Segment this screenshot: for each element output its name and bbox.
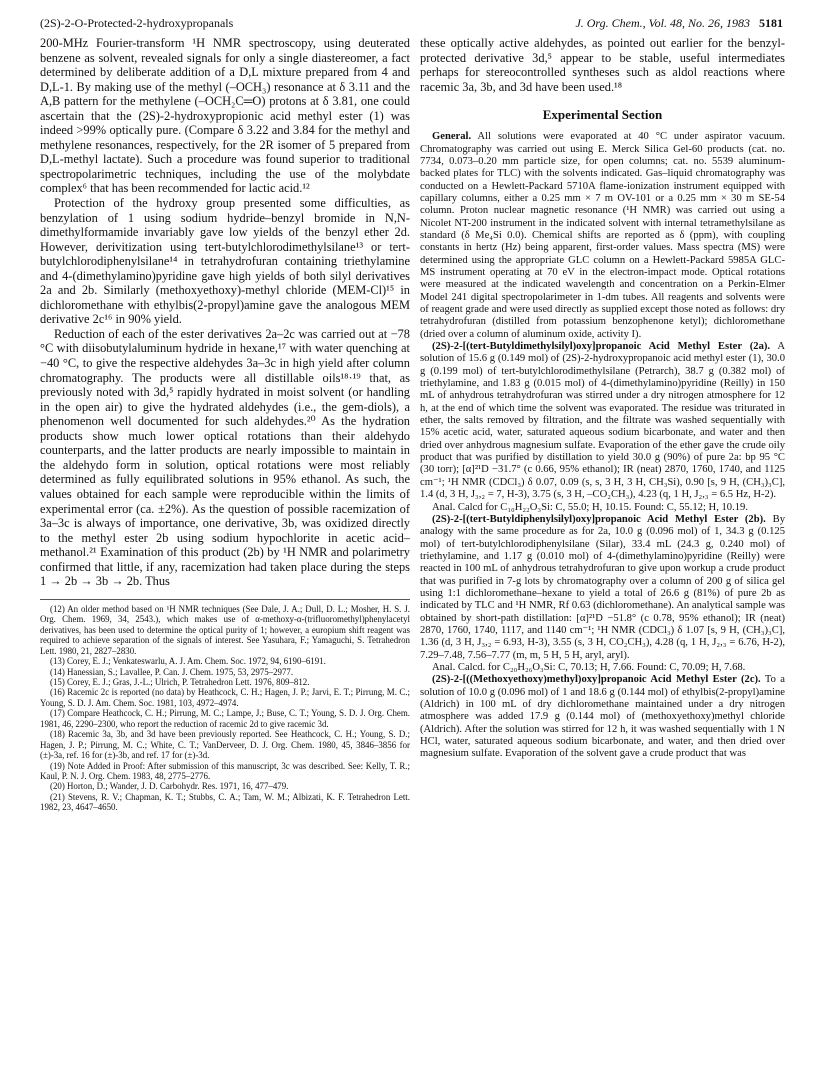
runin-heading: (2S)-2-[(tert-Butyldiphenylsilyl)oxy]propanoic Acid Methyl Ester (2b). <box>432 513 766 525</box>
footnote: (20) Horton, D.; Wander, J. D. Carbohydr. Res. 1971, 16, 477–479. <box>50 781 289 792</box>
elemental-analysis: Anal. Calcd for C₁₀H₂₂O₃Si: C, 55.0; H, 10.15. Found: C, 55.12; H, 10.19. <box>432 501 748 513</box>
runin-heading: General. <box>432 131 472 143</box>
footnote: (14) Hanessian, S.; Lavallee, P. Can. J. Chem. 1975, 53, 2975–2977. <box>50 666 294 677</box>
running-header <box>40 16 783 30</box>
footnote: (19) Note Added in Proof: After submission of this manuscript, 3c was described. See: Kelly, T. R.; Kaul, P. N. J. Org. Chem. 1983, 48, 2775–2776. <box>40 760 410 782</box>
journal-reference: J. Org. Chem., Vol. 48, No. 26, 1983 <box>575 16 750 30</box>
footnote: (18) Racemic 3a, 3b, and 3d have been previously reported. See Heathcock, C. H.; Young, S. D.; Hagen, J. P.; Pirrung, M. C.; White, C. T.; VanDerveer, D. J. Org. Chem. 1980, 45, 3846–3856 for (±)-3a, ref. 16 for (±)-3b, and ref. 17 for (±)-3d. <box>40 729 410 761</box>
right-column <box>420 36 785 1061</box>
page-number: 5181 <box>759 16 783 30</box>
footnote: (15) Corey, E. J.; Gras, J.-L.; Ulrich, P. Tetrahedron Lett. 1976, 809–812. <box>50 676 310 687</box>
experimental-general <box>420 131 785 341</box>
footnote: (16) Racemic 2c is reported (no data) by Heathcock, C. H.; Hagen, J. P.; Jarvi, E. T.; Pirrung, M. C.; Young, S. D. J. Am. Chem. Soc. 1981, 103, 4972–4974. <box>40 687 410 708</box>
experimental-compound-2a <box>420 341 785 501</box>
body-paragraph: these optically active aldehydes, as pointed out earlier for the benzyl-protected derivative 3d,⁵ appear to be stable, useful intermediates perhaps for stereocontrolled syntheses such as aldol reactions where racemic 3a, 3b, and 3d have been used.¹⁸ <box>420 36 785 94</box>
journal-citation <box>575 16 783 31</box>
paragraph-text: All solutions were evaporated at 40 °C under aspirator vacuum. Chromatography was carried out using E. Merck Silica Gel-60 products (cat. no. 7734, 0.073–0.20 mm particle size, for open columns; cat. no. 5539 aluminum-backed plates for TLC) with the solvents indicated. Gas–liquid chromatography was conducted on a Hewlett-Packard 5710A flame-ionization instrument equipped with capillary columns, either a 0.25 mm × 7 m OV-101 or a 0.25 mm × 30 m SE-54 column. Proton nuclear magnetic resonance (¹H NMR) was carried out using a Nicolet NT-200 instrument in the indicated solvent with internal tetramethylsilane as standard (δ Me₄Si 0.0). Chemical shifts are reported as δ (ppm), with coupling constants in hertz (Hz) being apparent, first-order values. Mass spectra (MS) were determined using the appropriate GLC column on a Hewlett-Packard 5985A GLC-MS instrument operating at 70 eV in the electron-impact mode. Optical rotations were measured at the indicated wavelength and concentration on a Perkin-Elmer Model 241 digital spectropolarimeter in 1-dm tubes. All reagents and solvents were of reagent grade and were used directly as supplied except those noted as follows: dry tetrahydrofuran (distilled from potassium benzophenone ketyl); dichloromethane (dried over a column of aluminum oxide, activity I). <box>420 131 785 340</box>
experimental-compound-2c <box>420 674 785 760</box>
running-title: (2S)-2-O-Protected-2-hydroxypropanals <box>40 16 234 30</box>
footnotes <box>40 604 410 813</box>
footnote: (21) Stevens, R. V.; Chapman, K. T.; Stubbs, C. A.; Tam, W. M.; Albizati, K. F. Tetrahedron Lett. 1982, 23, 4647–4650. <box>40 791 410 813</box>
left-column <box>40 36 410 1061</box>
paragraph-text: To a solution of 10.0 g (0.096 mol) of 1 and 18.6 g (0.144 mol) of ethylbis(2-propyl)amine (Aldrich) in 100 mL of dry dichloromethane maintained under a dry nitrogen atmosphere was added 17.9 g (0.144 mol) of (methoxyethoxy)methyl chloride (Aldrich). After the solution was stirred for 12 h, it was washed sequentially with 1 N HCl, water, saturated aqueous sodium bicarbonate, and water, and then dried over magnesium sulfate. Evaporation of the solvent gave a crude product that was <box>420 674 785 760</box>
runin-heading: (2S)-2-[((Methoxyethoxy)methyl)oxy]propanoic Acid Methyl Ester (2c). <box>432 674 761 686</box>
paragraph-text: A solution of 15.6 g (0.149 mol) of (2S)-2-hydroxypropanoic acid methyl ester (1), 30.0 g (0.199 mol) of tert-butylchlorodimethylsilane (Petrarch), 38.7 g (0.382 mol) of triethylamine, and 1.83 g (0.015 mol) of 4-(dimethylamino)pyridine (Reilly) in 150 mL of anhydrous tetrahydrofuran was stirred under a dry nitrogen atmosphere for 12 h, at the end of which time the solvent was evaporated. The residue was triturated in ether, the salts removed by filtration, and the filtrate was washed sequentially with 15% acetic acid, water, saturated aqueous sodium bicarbonate, and water and then dried over anhydrous magnesium sulfate. Evaporation of the ether gave the crude oily product that was purified by distillation to yield 30.0 g (90%) of pure 2a: bp 95 °C (30 torr); [α]²¹D −31.7° (c 0.66, 95% ethanol); IR (neat) 2870, 1760, 1740, and 1125 cm⁻¹; ¹H NMR (CDCl₃) δ 0.07, 0.09 (s, s, 3 H, 3 H, CH₃Si), 0.90 [s, 9 H, (CH₃)₃C], 1.4 (d, 3 H, J₃,₂ = 7, H-3), 3.75 (s, 3 H, –CO₂CH₃), 4.23 (q, 1 H, J₂,₃ = 6.5 Hz, H-2). <box>420 341 785 501</box>
body-paragraph: Protection of the hydroxy group presented some difficulties, as benzylation of 1 using sodium hydride–benzyl bromide in N,N-dimethylformamide invariably gave low yields of the benzyl ether 2d. However, derivitization using tert-butylchlorodimethylsilane¹³ or tert-butylchlorodiphenylsilane¹⁴ in tetrahydrofuran containing triethylamine and 4-(dimethylamino)pyridine gave high yields of both silyl derivatives 2a and 2b. Similarly (methoxyethoxy)-methyl chloride (MEM-Cl)¹⁵ in dichloromethane with ethylbis(2-propyl)amine gave the analogous MEM derivative 2c¹⁶ in 90% yield. <box>40 196 410 327</box>
elemental-analysis: Anal. Calcd. for C₂₀H₂₆O₃Si: C, 70.13; H, 7.66. Found: C, 70.09; H, 7.68. <box>432 661 746 673</box>
footnote: (17) Compare Heathcock, C. H.; Pirrung, M. C.; Lampe, J.; Buse, C. T.; Young, S. D. J. Org. Chem. 1981, 46, 2290–2300, who report the reduction of racemic 2d to give racemic 3d. <box>40 708 410 729</box>
body-paragraph: Reduction of each of the ester derivatives 2a–2c was carried out at −78 °C with diisobutylaluminum hydride in hexane,¹⁷ with water quenching at −40 °C, to give the respective aldehydes 3a–3c in high yield after column chromatography. The products were all distillable oils¹⁸·¹⁹ that, as previously noted with 3d,⁵ rapidly hydrated in moist solvent (or handling in the open air) to give the hydrated aldehydes (i.e., the gem-diols), a phenomenon well documented for such aldehydes.²⁰ As the hydration products show much lower optical rotations than their aldehydo counterparts, and the latter products are nearly impossible to maintain in the aldehydo form in solution, optical rotations were most reliably determined as fully equilibrated solutions in 95% ethanol. As such, the values obtained for each sample were reproducible within the limits of experimental error (ca. ±2%). As the question of possible racemization of 3a–3c is always of importance, one derivative, 3b, was oxidized directly to the methyl ester 2b using sodium hypochlorite in acetic acid–methanol.²¹ Examination of this product (2b) by ¹H NMR and polarimetry confirmed that little, if any, racemization had taken place during the steps 1 → 2b → 3b → 2b. Thus <box>40 326 410 589</box>
body-paragraph: 200-MHz Fourier-transform ¹H NMR spectroscopy, using deuterated benzene as solvent, revealed signals for only a single diastereomer, a fact determined by deliberate addition of a D,L mixture prepared from 4 and D,L-1. By making use of the methyl (–OCH₃) resonance at δ 3.11 and the A,B pattern for the methylene (–OCH₂C═O) protons at δ 3.81, one could ascertain that the (2S)-2-hydroxypropionic acid methyl ester (1) was indeed >99% optically pure. (Compare δ 3.22 and 3.84 for the methyl and methylene resonances, respectively, for the 2R isomer of 5 prepared from D,L-methyl lactate). Such a procedure was found superior to traditional spectropolarimetric techniques, including the use of the molybdate complex⁶ that has been recommended for lactic acid.¹² <box>40 36 410 196</box>
footnote: (12) An older method based on ¹H NMR techniques (See Dale, J. A.; Dull, D. L.; Mosher, H. S. J. Org. Chem. 1969, 34, 2543.), which makes use of α-methoxy-α-(trifluoromethyl)phenylacetyl derivatives, has been used to determine the optical purity of 1; however, a europium shift reagent was required to achieve separation of the signals of interest. See Yasuhara, F.; Yamaguchi, S. Tetrahedron Lett. 1980, 21, 2827–2830. <box>40 603 410 656</box>
experimental-compound-2b <box>420 514 785 662</box>
runin-heading: (2S)-2-[(tert-Butyldimethylsilyl)oxy]propanoic Acid Methyl Ester (2a). <box>432 341 771 353</box>
footnote: (13) Corey, E. J.; Venkateswarlu, A. J. Am. Chem. Soc. 1972, 94, 6190–6191. <box>50 656 326 667</box>
paragraph-text: By analogy with the same procedure as for 2a, 10.0 g (0.096 mol) of 1, 34.3 g (0.125 mol) of tert-butylchlorodiphenylsilane (Silar), 33.4 mL (24.3 g, 0.240 mol) of triethylamine, and 1.17 g (0.010 mol) of 4-(dimethylamino)pyridine (Reilly) were reacted in 100 mL of anhydrous tetrahydrofuran to give upon workup a crude product that was purified in 7-g lots by chromatography over a column of 200 g of silica gel using 1:1 dichloromethane–hexane to yield a total of 26.6 g (81%) of pure 2b as indicated by TLC and ¹H NMR, Rf 0.63 (dichloromethane). An analytical sample was obtained by short-path distillation: [α]²¹D −51.8° (c 0.78, 95% ethanol); IR (neat) 2870, 1760, 1740, 1117, and 1140 cm⁻¹; ¹H NMR (CDCl₃) δ 1.07 [s, 9 H, (CH₃)₃C], 1.36 (d, 3 H, J₃,₂ = 6.93, H-3), 3.55 (s, 3 H, CO₂CH₃), 4.28 (q, 1 H, J₂,₃ = 6.76, H-2), 7.29–7.48, 7.56–7.77 (m, m, 5 H, 5 H, aryl, aryl). <box>420 513 785 661</box>
section-title-experimental: Experimental Section <box>542 107 663 123</box>
footnote-divider <box>40 599 410 600</box>
